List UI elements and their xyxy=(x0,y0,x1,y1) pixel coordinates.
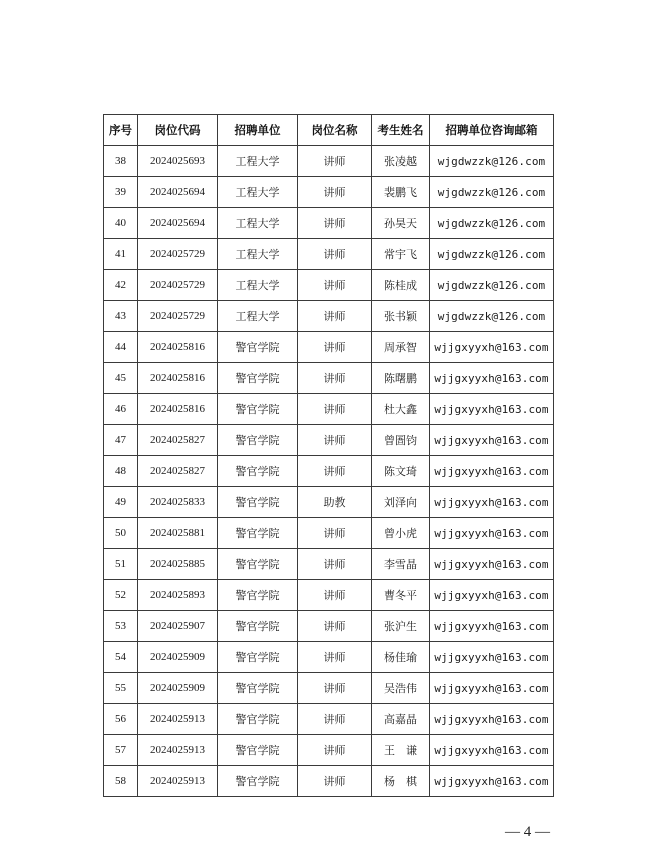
cell-position-title: 讲师 xyxy=(298,146,372,177)
table-row xyxy=(104,518,554,549)
cell-position-code: 2024025816 xyxy=(138,363,218,394)
cell-contact-email: wjjgxyyxh@163.com xyxy=(430,735,554,766)
cell-recruiting-unit: 警官学院 xyxy=(218,425,298,456)
header-contact-email: 招聘单位咨询邮箱 xyxy=(430,115,554,146)
table-row xyxy=(104,146,554,177)
cell-candidate-name: 曹冬平 xyxy=(372,580,430,611)
cell-position-code: 2024025694 xyxy=(138,177,218,208)
cell-seq: 57 xyxy=(104,735,138,766)
cell-candidate-name: 李雪晶 xyxy=(372,549,430,580)
cell-position-code: 2024025881 xyxy=(138,518,218,549)
table-row xyxy=(104,580,554,611)
cell-candidate-name: 高嘉晶 xyxy=(372,704,430,735)
table-row xyxy=(104,673,554,704)
cell-position-title: 讲师 xyxy=(298,518,372,549)
cell-candidate-name: 张沪生 xyxy=(372,611,430,642)
cell-recruiting-unit: 工程大学 xyxy=(218,270,298,301)
cell-position-title: 讲师 xyxy=(298,580,372,611)
cell-contact-email: wjjgxyyxh@163.com xyxy=(430,456,554,487)
header-candidate-name: 考生姓名 xyxy=(372,115,430,146)
cell-position-title: 讲师 xyxy=(298,425,372,456)
table-row xyxy=(104,549,554,580)
cell-candidate-name: 周承智 xyxy=(372,332,430,363)
cell-contact-email: wjjgxyyxh@163.com xyxy=(430,332,554,363)
candidate-roster-table xyxy=(103,114,554,797)
cell-contact-email: wjjgxyyxh@163.com xyxy=(430,487,554,518)
cell-contact-email: wjgdwzzk@126.com xyxy=(430,270,554,301)
table-row xyxy=(104,456,554,487)
cell-recruiting-unit: 工程大学 xyxy=(218,239,298,270)
table-row xyxy=(104,332,554,363)
cell-seq: 53 xyxy=(104,611,138,642)
cell-recruiting-unit: 警官学院 xyxy=(218,332,298,363)
cell-seq: 40 xyxy=(104,208,138,239)
table-row xyxy=(104,270,554,301)
cell-contact-email: wjjgxyyxh@163.com xyxy=(430,425,554,456)
cell-position-title: 讲师 xyxy=(298,766,372,797)
table-header xyxy=(104,115,554,146)
cell-candidate-name: 陈曙鹏 xyxy=(372,363,430,394)
cell-candidate-name: 张凌越 xyxy=(372,146,430,177)
cell-candidate-name: 张书颖 xyxy=(372,301,430,332)
cell-recruiting-unit: 警官学院 xyxy=(218,487,298,518)
table-row xyxy=(104,735,554,766)
cell-recruiting-unit: 警官学院 xyxy=(218,363,298,394)
table-row xyxy=(104,363,554,394)
header-recruiting-unit: 招聘单位 xyxy=(218,115,298,146)
table-row xyxy=(104,177,554,208)
cell-candidate-name: 陈桂成 xyxy=(372,270,430,301)
cell-position-code: 2024025729 xyxy=(138,239,218,270)
cell-position-title: 讲师 xyxy=(298,394,372,425)
cell-position-code: 2024025913 xyxy=(138,735,218,766)
cell-position-title: 讲师 xyxy=(298,549,372,580)
cell-recruiting-unit: 工程大学 xyxy=(218,177,298,208)
cell-position-title: 讲师 xyxy=(298,704,372,735)
cell-position-code: 2024025909 xyxy=(138,642,218,673)
cell-candidate-name: 王 谦 xyxy=(372,735,430,766)
table-row xyxy=(104,704,554,735)
cell-seq: 52 xyxy=(104,580,138,611)
cell-position-title: 讲师 xyxy=(298,177,372,208)
cell-seq: 46 xyxy=(104,394,138,425)
cell-recruiting-unit: 警官学院 xyxy=(218,394,298,425)
table-row xyxy=(104,611,554,642)
cell-candidate-name: 刘泽向 xyxy=(372,487,430,518)
table-row xyxy=(104,394,554,425)
table-row xyxy=(104,239,554,270)
cell-candidate-name: 杨佳瑜 xyxy=(372,642,430,673)
cell-position-code: 2024025885 xyxy=(138,549,218,580)
header-position-code: 岗位代码 xyxy=(138,115,218,146)
page-number: — 4 — xyxy=(505,824,550,840)
cell-recruiting-unit: 警官学院 xyxy=(218,580,298,611)
cell-contact-email: wjjgxyyxh@163.com xyxy=(430,580,554,611)
cell-candidate-name: 吴浩伟 xyxy=(372,673,430,704)
cell-seq: 54 xyxy=(104,642,138,673)
cell-contact-email: wjjgxyyxh@163.com xyxy=(430,549,554,580)
cell-contact-email: wjgdwzzk@126.com xyxy=(430,239,554,270)
cell-recruiting-unit: 工程大学 xyxy=(218,208,298,239)
cell-candidate-name: 常宇飞 xyxy=(372,239,430,270)
cell-position-code: 2024025909 xyxy=(138,673,218,704)
table-row xyxy=(104,208,554,239)
cell-candidate-name: 孙昊天 xyxy=(372,208,430,239)
cell-position-title: 讲师 xyxy=(298,301,372,332)
table-row xyxy=(104,766,554,797)
cell-recruiting-unit: 警官学院 xyxy=(218,704,298,735)
cell-contact-email: wjjgxyyxh@163.com xyxy=(430,673,554,704)
cell-seq: 38 xyxy=(104,146,138,177)
cell-contact-email: wjjgxyyxh@163.com xyxy=(430,611,554,642)
cell-contact-email: wjjgxyyxh@163.com xyxy=(430,394,554,425)
cell-position-title: 讲师 xyxy=(298,642,372,673)
cell-position-code: 2024025694 xyxy=(138,208,218,239)
cell-seq: 50 xyxy=(104,518,138,549)
cell-position-code: 2024025827 xyxy=(138,425,218,456)
header-seq: 序号 xyxy=(104,115,138,146)
table-row xyxy=(104,425,554,456)
cell-recruiting-unit: 工程大学 xyxy=(218,301,298,332)
cell-position-code: 2024025833 xyxy=(138,487,218,518)
cell-seq: 42 xyxy=(104,270,138,301)
header-row xyxy=(104,115,554,146)
cell-recruiting-unit: 警官学院 xyxy=(218,766,298,797)
table-row xyxy=(104,487,554,518)
cell-recruiting-unit: 警官学院 xyxy=(218,611,298,642)
cell-recruiting-unit: 警官学院 xyxy=(218,549,298,580)
cell-position-code: 2024025913 xyxy=(138,704,218,735)
cell-seq: 44 xyxy=(104,332,138,363)
cell-seq: 56 xyxy=(104,704,138,735)
cell-candidate-name: 曾圄钧 xyxy=(372,425,430,456)
cell-recruiting-unit: 警官学院 xyxy=(218,735,298,766)
cell-seq: 43 xyxy=(104,301,138,332)
cell-contact-email: wjjgxyyxh@163.com xyxy=(430,642,554,673)
cell-position-title: 讲师 xyxy=(298,673,372,704)
cell-position-title: 讲师 xyxy=(298,363,372,394)
cell-candidate-name: 杜大鑫 xyxy=(372,394,430,425)
cell-recruiting-unit: 警官学院 xyxy=(218,642,298,673)
cell-seq: 47 xyxy=(104,425,138,456)
cell-seq: 48 xyxy=(104,456,138,487)
cell-contact-email: wjgdwzzk@126.com xyxy=(430,146,554,177)
cell-recruiting-unit: 警官学院 xyxy=(218,456,298,487)
cell-recruiting-unit: 工程大学 xyxy=(218,146,298,177)
cell-position-code: 2024025816 xyxy=(138,332,218,363)
header-position-title: 岗位名称 xyxy=(298,115,372,146)
table-body xyxy=(104,146,554,797)
cell-position-title: 讲师 xyxy=(298,270,372,301)
cell-contact-email: wjjgxyyxh@163.com xyxy=(430,518,554,549)
cell-position-title: 讲师 xyxy=(298,611,372,642)
cell-position-title: 讲师 xyxy=(298,456,372,487)
cell-seq: 45 xyxy=(104,363,138,394)
cell-candidate-name: 曾小虎 xyxy=(372,518,430,549)
cell-position-title: 助教 xyxy=(298,487,372,518)
cell-position-title: 讲师 xyxy=(298,239,372,270)
cell-position-title: 讲师 xyxy=(298,332,372,363)
cell-contact-email: wjjgxyyxh@163.com xyxy=(430,766,554,797)
cell-contact-email: wjjgxyyxh@163.com xyxy=(430,363,554,394)
cell-position-code: 2024025729 xyxy=(138,270,218,301)
cell-seq: 55 xyxy=(104,673,138,704)
cell-seq: 51 xyxy=(104,549,138,580)
cell-recruiting-unit: 警官学院 xyxy=(218,518,298,549)
cell-recruiting-unit: 警官学院 xyxy=(218,673,298,704)
cell-seq: 41 xyxy=(104,239,138,270)
cell-seq: 39 xyxy=(104,177,138,208)
table-row xyxy=(104,642,554,673)
cell-position-code: 2024025729 xyxy=(138,301,218,332)
cell-seq: 58 xyxy=(104,766,138,797)
cell-candidate-name: 杨 棋 xyxy=(372,766,430,797)
cell-contact-email: wjgdwzzk@126.com xyxy=(430,177,554,208)
cell-position-code: 2024025816 xyxy=(138,394,218,425)
cell-position-code: 2024025913 xyxy=(138,766,218,797)
cell-candidate-name: 陈文琦 xyxy=(372,456,430,487)
cell-candidate-name: 裴鹏飞 xyxy=(372,177,430,208)
cell-contact-email: wjgdwzzk@126.com xyxy=(430,301,554,332)
cell-contact-email: wjgdwzzk@126.com xyxy=(430,208,554,239)
cell-position-code: 2024025827 xyxy=(138,456,218,487)
cell-position-code: 2024025693 xyxy=(138,146,218,177)
cell-seq: 49 xyxy=(104,487,138,518)
cell-contact-email: wjjgxyyxh@163.com xyxy=(430,704,554,735)
cell-position-code: 2024025893 xyxy=(138,580,218,611)
cell-position-title: 讲师 xyxy=(298,735,372,766)
cell-position-title: 讲师 xyxy=(298,208,372,239)
cell-position-code: 2024025907 xyxy=(138,611,218,642)
table-row xyxy=(104,301,554,332)
